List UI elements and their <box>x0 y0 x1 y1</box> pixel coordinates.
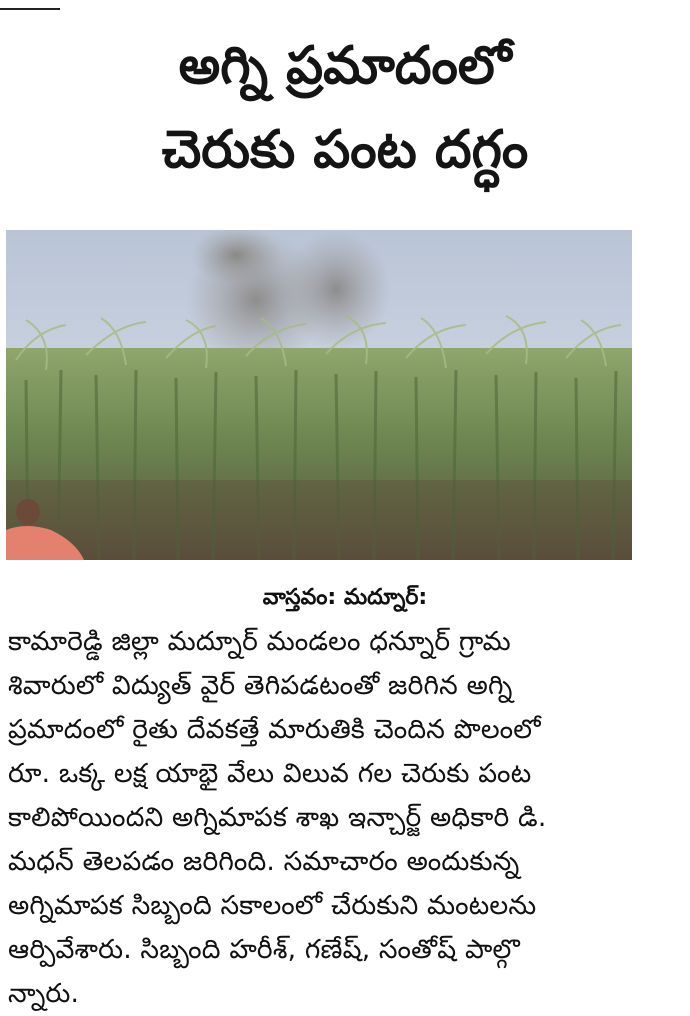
page-edge-mark <box>0 0 60 10</box>
body-line: మధన్ తెలపడం జరిగింది. సమాచారం అందుకున్న <box>8 846 520 877</box>
sugarcane-field-image <box>6 230 632 560</box>
headline-line-2: చెరుకు పంట దగ్ధం <box>161 120 529 180</box>
body-line: శివారులో విద్యుత్ వైర్ తెగిపడటంతో జరిగిన అగ్ని <box>8 670 513 701</box>
body-line: కాలిపోయిందని అగ్నిమాపక శాఖ ఇన్చార్జ్ అధికారి డి. <box>8 802 547 833</box>
headline-line-1: అగ్ని ప్రమాదంలో <box>178 36 512 96</box>
body-line: న్నారు. <box>8 978 80 1009</box>
body-line: రూ. ఒక్క లక్ష యాభై వేలు విలువ గల చెరుకు పంట <box>8 758 532 789</box>
body-line: ఆర్పివేశారు. సిబ్బంది హరీశ్, గణేష్, సంతోష్ పాల్గొ <box>8 934 520 965</box>
body-line: కామారెడ్డి జిల్లా మద్నూర్ మండలం ధన్నూర్ గ్రామ <box>8 626 511 657</box>
article-body <box>8 620 648 1016</box>
dateline: వాస్తవం: మద్నూర్: <box>262 585 428 610</box>
body-line: అగ్నిమాపక సిబ్బంది సకాలంలో చేరుకుని మంటలను <box>8 890 537 921</box>
news-photo <box>6 230 632 560</box>
body-line: ప్రమాదంలో రైతు దేవకత్తే మారుతికి చెందిన పొలంలో <box>8 714 541 745</box>
